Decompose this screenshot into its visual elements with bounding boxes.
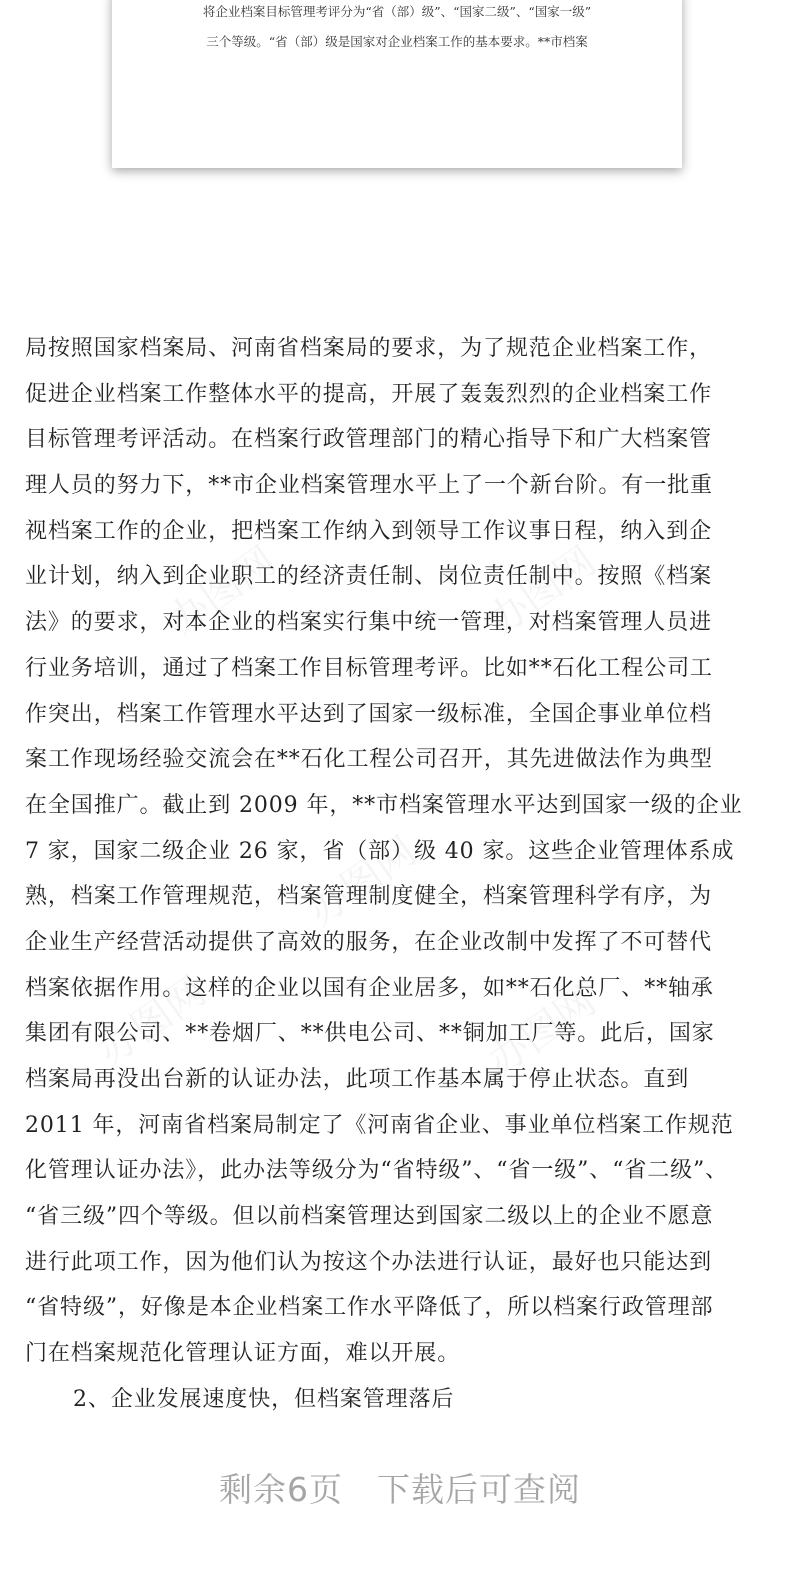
body-line: 企业生产经营活动提供了高效的服务，在企业改制中发挥了不可替代 xyxy=(25,929,713,955)
preview-page-card xyxy=(112,0,682,168)
body-line: 化管理认证办法》，此办法等级分为“省特级”、“省一级”、“省二级”、 xyxy=(25,1158,729,1184)
body-line: 目标管理考评活动。在档案行政管理部门的精心指导下和广大档案管 xyxy=(25,427,713,453)
body-line: 法》的要求，对本企业的档案实行集中统一管理，对档案管理人员进 xyxy=(25,610,713,636)
body-line: “省特级”，好像是本企业档案工作水平降低了，所以档案行政管理部 xyxy=(25,1295,714,1321)
body-line: 案工作现场经验交流会在**石化工程公司召开，其先进做法作为典型 xyxy=(25,747,713,773)
body-line: 理人员的努力下，**市企业档案管理水平上了一个新台阶。有一批重 xyxy=(25,473,713,499)
preview-line-1: 将企业档案目标管理考评分为“省（部）级”、“国家二级”、“国家一级” xyxy=(202,4,592,19)
body-line: 7 家，国家二级企业 26 家，省（部）级 40 家。这些企业管理体系成 xyxy=(25,838,735,864)
section-heading: 2、企业发展速度快，但档案管理落后 xyxy=(73,1386,455,1412)
body-line: 2011 年，河南省档案局制定了《河南省企业、事业单位档案工作规范 xyxy=(25,1112,734,1138)
body-line: 业计划，纳入到企业职工的经济责任制、岗位责任制中。按照《档案 xyxy=(25,564,713,590)
body-line: 档案依据作用。这样的企业以国有企业居多，如**石化总厂、**轴承 xyxy=(25,975,714,1001)
body-line: 视档案工作的企业，把档案工作纳入到领导工作议事日程，纳入到企 xyxy=(25,518,713,544)
document-body xyxy=(25,326,785,1423)
remaining-pages-download-link[interactable]: 剩余6页 下载后可查阅 xyxy=(219,1470,581,1509)
body-line: 集团有限公司、**卷烟厂、**供电公司、**铜加工厂等。此后，国家 xyxy=(25,1021,715,1047)
body-line: “省三级”四个等级。但以前档案管理达到国家二级以上的企业不愿意 xyxy=(25,1204,714,1230)
body-line: 档案局再没出台新的认证办法，此项工作基本属于停止状态。直到 xyxy=(25,1067,690,1092)
body-line: 促进企业档案工作整体水平的提高，开展了轰轰烈烈的企业档案工作 xyxy=(25,381,713,407)
preview-line-2: 三个等级。“省（部）级是国家对企业档案工作的基本要求。**市档案 xyxy=(206,34,588,49)
body-line: 熟，档案工作管理规范，档案管理制度健全，档案管理科学有序，为 xyxy=(25,884,713,910)
body-line: 作突出，档案工作管理水平达到了国家一级标准，全国企事业单位档 xyxy=(25,701,713,727)
body-line: 在全国推广。截止到 2009 年，**市档案管理水平达到国家一级的企业 xyxy=(25,792,743,818)
body-line: 行业务培训，通过了档案工作目标管理考评。比如**石化工程公司工 xyxy=(25,655,713,681)
body-line: 门在档案规范化管理认证方面，难以开展。 xyxy=(25,1341,461,1367)
body-line: 局按照国家档案局、河南省档案局的要求，为了规范企业档案工作， xyxy=(25,336,713,361)
body-line: 进行此项工作，因为他们认为按这个办法进行认证，最好也只能达到 xyxy=(25,1249,713,1275)
